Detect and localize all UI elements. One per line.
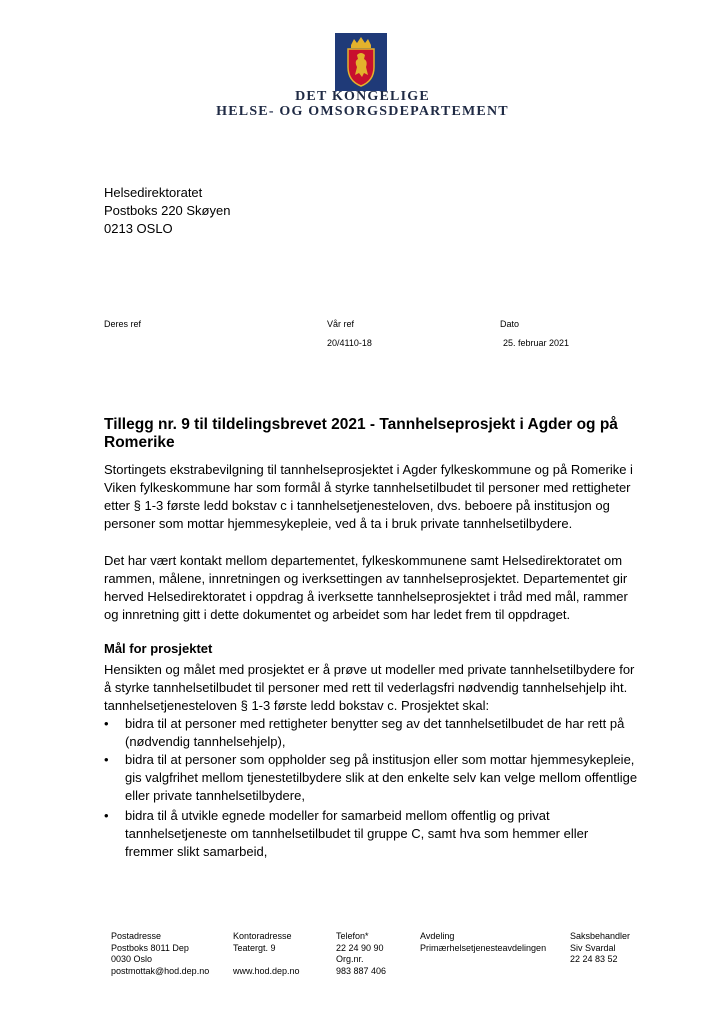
letter-title: Tillegg nr. 9 til tildelingsbrevet 2021 - Tannhelseprosjekt i Agder og på Romerike: [104, 416, 618, 451]
text-line: personer som mottar hjemmesykepleie, ved å ta i bruk private tannhelsetilbydere.: [104, 516, 573, 531]
text-line: bidra til å utvikle egnede modeller for samarbeid mellom offentlig og privat: [125, 808, 550, 823]
text-line: og innretning gitt i dette dokumentet og arbeidet som har ledet frem til oppdraget.: [104, 607, 571, 622]
footer-line: [233, 954, 300, 966]
text-line: tannhelsetjeneste om tannhelsetilbudet til gruppe C, samt hva som hemmer eller: [125, 826, 589, 841]
footer-heading: Saksbehandler: [570, 931, 631, 941]
footer-line: 0030 Oslo: [111, 954, 153, 964]
footer-avdeling: [420, 931, 546, 954]
bullet-icon: •: [104, 808, 109, 823]
text-line: tannhelsetjenesteloven § 1-3 første ledd bokstav c. Prosjektet skal:: [104, 698, 490, 713]
text-line: Stortingets ekstrabevilgning til tannhelseprosjektet i Agder fylkeskommune og på Romerike i: [104, 462, 633, 477]
bullet-item: [104, 807, 664, 861]
section-heading: Mål for prosjektet: [104, 641, 213, 656]
bullet-item: [104, 751, 664, 805]
footer-line: Teatergt. 9: [233, 942, 276, 953]
footer-heading: Postadresse: [111, 931, 162, 941]
paragraph-assignment: [104, 552, 664, 624]
text-line: bidra til at personer med rettigheter benytter seg av det tannhelsetilbudet de har rett på: [125, 716, 625, 731]
date-label: Dato: [500, 319, 520, 329]
var-ref-label: Vår ref: [327, 319, 355, 329]
text-line: rammen, målene, innretningen og iverksettingen av tannhelseprosjektet. Departementet gir: [104, 571, 628, 586]
footer-line: Org.nr.: [336, 954, 364, 964]
recipient-street: Postboks 220 Skøyen: [104, 203, 231, 218]
text-line: gis valgfrihet mellom tjenestetilbydere slik at den enkelte selv kan velge mellom offentlige: [125, 770, 638, 785]
footer-line: Primærhelsetjenesteavdelingen: [420, 942, 547, 953]
footer-kontoradresse: [233, 931, 300, 977]
footer-line: 22 24 83 52: [570, 954, 618, 964]
recipient-address: [104, 184, 230, 238]
department-name-line2: HELSE- OG OMSORGSDEPARTEMENT: [216, 104, 509, 119]
footer-line: 22 24 90 90: [336, 942, 384, 953]
deres-ref-label: Deres ref: [104, 319, 142, 329]
department-name-line1: DET KONGELIGE: [295, 89, 430, 104]
footer-heading: Telefon*: [336, 931, 369, 941]
date-value: 25. februar 2021: [503, 338, 570, 348]
text-line: Det har vært kontakt mellom departementet, fylkeskommunene samt Helsedirektoratet om: [104, 553, 623, 568]
text-line: Hensikten og målet med prosjektet er å prøve ut modeller med private tannhelsetilbydere for: [104, 662, 635, 677]
footer-heading: Avdeling: [420, 931, 455, 941]
text-line: å styrke tannhelsetilbudet til personer med rett til vederlagsfri nødvendig tannhelsehjelp iht.: [104, 680, 628, 695]
footer-line: 983 887 406: [336, 965, 387, 976]
recipient-city: 0213 OSLO: [104, 221, 173, 236]
footer-saksbehandler: [570, 931, 630, 966]
text-line: herved Helsedirektoratet i oppdrag å iverksette tannhelseprosjektet i tråd med mål, rammer: [104, 589, 628, 604]
footer-postadresse: [111, 931, 209, 977]
text-line: bidra til at personer som oppholder seg på institusjon eller som mottar hjemmesykepleie,: [125, 752, 635, 767]
recipient-name: Helsedirektoratet: [104, 185, 203, 200]
bullet-icon: •: [104, 752, 109, 767]
footer-website: www.hod.dep.no: [233, 965, 300, 976]
footer-telefon: [336, 931, 386, 977]
bullet-item: [104, 715, 664, 751]
text-line: etter § 1-3 første ledd bokstav c i tannhelsetjenesteloven, dvs. beboere på institusjon og: [104, 498, 610, 513]
text-line: fremmer slikt samarbeid,: [125, 844, 268, 859]
paragraph-intro: [104, 461, 664, 533]
var-ref-value: 20/4110-18: [327, 338, 372, 348]
footer-heading: Kontoradresse: [233, 931, 292, 941]
footer-line: Siv Svardal: [570, 942, 616, 953]
text-line: eller private tannhelsetilbydere,: [125, 788, 305, 803]
footer-email: postmottak@hod.dep.no: [111, 965, 210, 976]
norwegian-coat-of-arms-icon: [335, 33, 387, 91]
text-line: Viken fylkeskommune har som formål å styrke tannhelsetilbudet til personer med rettigheter: [104, 480, 631, 495]
bullet-icon: •: [104, 716, 109, 731]
text-line: (nødvendig tannhelsehjelp),: [125, 734, 286, 749]
footer-line: Postboks 8011 Dep: [111, 942, 189, 953]
paragraph-goals: [104, 661, 664, 715]
